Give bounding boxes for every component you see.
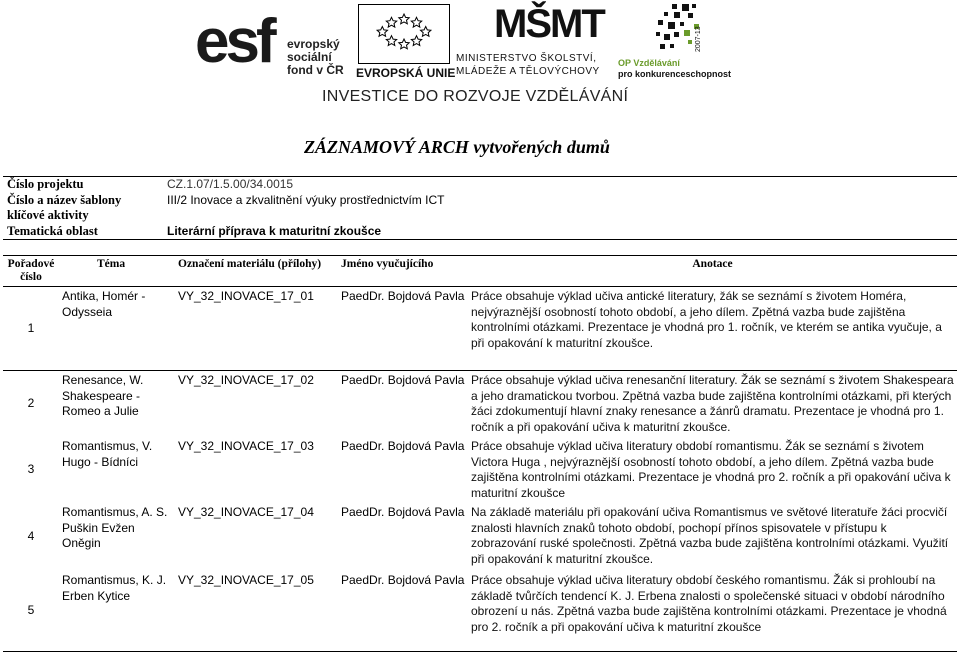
table-header-row [3,256,957,287]
header-tema: Téma [59,256,175,287]
row-number: 2 [3,371,59,438]
row-anotace: Na základě materiálu při opakování učiva Romantismus ve světové literatuře žáci procvičí znalosti hlavních znaků tohoto období, pochopí přínos spisovatele v přístupu k zobrazování ruské společnosti. Zpětná vazba bude zajištěna kontrolními otázkami. Využití při opakování k maturitní zkoušce. [471,505,949,566]
row-jmeno: PaedDr. Bojdová Pavla [341,505,465,519]
row-number: 5 [3,571,59,651]
row-anotace: Práce obsahuje výklad učiva antické literatury, žák se seznámí s životem Homéra, nejvýraznější osobností tohoto období, a jeho dílem. Zpětná vazba bude zajištěna kontrolními otázkami. Prezentace je vhodná pro 1. ročník, ve kterém se antika vyučuje, a při opakování k maturitní zkoušce. [468,287,957,371]
info-label: Číslo projektu [7,177,84,191]
info-value: Literární příprava k maturitní zkoušce [167,223,382,238]
op-vk-logo [616,2,732,80]
esf-logo-letters: esf [195,7,273,76]
row-oznaceni: VY_32_INOVACE_17_05 [175,571,338,651]
header-jmeno: Jméno vyučujícího [338,256,468,287]
msmt-logo-text [456,52,600,78]
row-anotace: Práce obsahuje výklad učiva literatury období romantismu. Žák se seznámí s životem Victora Huga , nejvýraznější osobností tohoto období, a jeho dílem. Zpětná vazba bude zajištěna kontrolními otázkami. Prezentace je vhodná pro 2. ročník a při opakování učiva k maturitní zkoušce [471,439,951,500]
info-row-template [3,193,957,209]
document-title: ZÁZNAMOVÝ ARCH vytvořených dumů [304,137,610,157]
row-anotace: Práce obsahuje výklad učiva renesanční literatury. Žák se seznámí s životem Shakespeara a jeho dramatickou tvorbou. Zpětná vazba bude zajištěna kontrolními otázkami, při kterých žáci zdokumentují hlavní znaky renesance a žánrů dramatu. Prezentace je vhodná pro 1. ročník a při opakování učiva k maturitní zkoušce. [468,371,957,438]
info-value [159,208,167,224]
row-jmeno: PaedDr. Bojdová Pavla [338,571,468,651]
esf-logo-text [287,38,344,77]
table-row [3,437,957,503]
table-row [3,571,957,651]
row-jmeno: PaedDr. Bojdová Pavla [338,371,468,438]
esf-line: evropský [287,37,340,51]
row-jmeno: PaedDr. Bojdová Pavla [341,439,465,453]
info-row-project [3,177,957,193]
records-table [3,255,957,652]
info-row-activity [3,208,957,224]
esf-logo [195,6,365,78]
row-jmeno: PaedDr. Bojdová Pavla [338,287,468,371]
row-number: 1 [3,287,59,371]
row-oznaceni: VY_32_INOVACE_17_01 [175,287,338,371]
eu-logo-text: EVROPSKÁ UNIE [356,66,456,80]
header-oznaceni: Označení materiálu (přílohy) [175,256,338,287]
info-label: klíčové aktivity [7,208,89,222]
info-label: Číslo a název šablony [7,192,122,207]
slogan: INVESTICE DO ROZVOJE VZDĚLÁVÁNÍ [322,88,629,105]
msmt-logo [456,2,606,78]
row-tema: Romantismus, K. J. Erben Kytice [59,571,175,651]
info-label: Tematická oblast [7,223,98,238]
table-row [3,371,957,438]
msmt-line: MLÁDEŽE A TĚLOVÝCHOVY [456,66,600,77]
project-info [3,176,957,240]
op-line: pro konkurenceschopnost [618,69,732,79]
row-oznaceni: VY_32_INOVACE_17_04 [178,505,314,519]
eu-flag-icon [358,4,450,64]
logo-banner [0,0,960,112]
row-oznaceni: VY_32_INOVACE_17_02 [175,371,338,438]
op-line: OP Vzdělávání [618,58,680,68]
op-years: 2007-13 [695,26,702,52]
row-oznaceni: VY_32_INOVACE_17_03 [178,439,314,453]
row-tema: Romantismus, V. Hugo - Bídníci [62,439,153,469]
esf-line: fond v ČR [287,63,344,77]
header-anotace: Anotace [468,256,957,287]
esf-line: sociální [287,50,332,64]
info-value: III/2 Inovace a zkvalitnění výuky prostřednictvím ICT [167,192,445,207]
eu-logo [356,4,456,80]
info-value: CZ.1.07/1.5.00/34.0015 [167,177,294,191]
table-row [3,287,957,371]
row-tema: Antika, Homér - Odysseia [59,287,175,371]
row-tema: Romantismus, A. S. Puškin Evžen Oněgin [62,505,168,550]
op-vk-text [618,58,731,80]
row-number: 4 [27,529,35,544]
op-vk-mark-icon [644,2,708,56]
row-number: 3 [27,462,35,477]
row-tema: Renesance, W. Shakespeare - Romeo a Julie [59,371,175,438]
table-row [3,503,957,571]
info-row-topic [3,224,957,240]
row-anotace: Práce obsahuje výklad učiva literatury období českého romantismu. Žák si prohloubí na základě tvůrčích tendencí K. J. Erbena znalosti o společenské situaci v období národního obrození u nás. Zpětná vazba bude zajištěna kontrolními otázkami. Prezentace je vhodná pro 2. ročník a při opakování učiva k maturitní zkoušce [468,571,957,651]
header-poradi: Pořadové číslo [3,256,59,287]
msmt-line: MINISTERSTVO ŠKOLSTVÍ, [456,53,597,64]
msmt-logo-mark: MŠMT [494,2,604,46]
